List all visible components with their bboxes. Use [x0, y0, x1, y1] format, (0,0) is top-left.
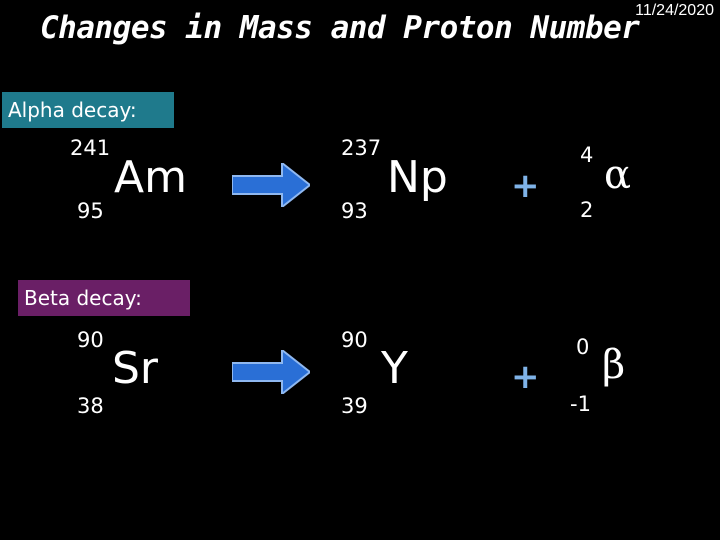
beta-particle-atomic-number: -1	[570, 392, 591, 416]
alpha-particle-atomic-number: 2	[580, 198, 594, 222]
slide-title: Changes in Mass and Proton Number	[40, 10, 640, 46]
beta-particle-mass-number: 0	[576, 335, 590, 359]
right-arrow-icon	[232, 350, 310, 394]
beta-parent-mass-number: 90	[77, 328, 104, 352]
alpha-daughter-atomic-number: 93	[341, 199, 368, 223]
beta-particle-symbol: β	[602, 342, 626, 388]
alpha-daughter-mass-number: 237	[341, 136, 382, 160]
right-arrow-icon	[232, 163, 310, 207]
beta-decay-label: Beta decay:	[18, 280, 190, 316]
beta-daughter-atomic-number: 39	[341, 394, 368, 418]
alpha-parent-atomic-number: 95	[77, 199, 104, 223]
beta-daughter-mass-number: 90	[341, 328, 368, 352]
beta-parent-atomic-number: 38	[77, 394, 104, 418]
beta-daughter-symbol: Y	[381, 343, 408, 394]
alpha-particle-mass-number: 4	[580, 143, 594, 167]
alpha-parent-symbol: Am	[114, 152, 187, 203]
alpha-daughter-symbol: Np	[387, 152, 448, 203]
alpha-decay-label: Alpha decay:	[2, 92, 174, 128]
alpha-plus-sign: +	[511, 166, 540, 206]
alpha-particle-symbol: α	[604, 152, 632, 198]
slide-date: 11/24/2020	[635, 2, 714, 19]
beta-plus-sign: +	[511, 357, 540, 397]
alpha-parent-mass-number: 241	[70, 136, 111, 160]
beta-parent-symbol: Sr	[112, 343, 159, 394]
